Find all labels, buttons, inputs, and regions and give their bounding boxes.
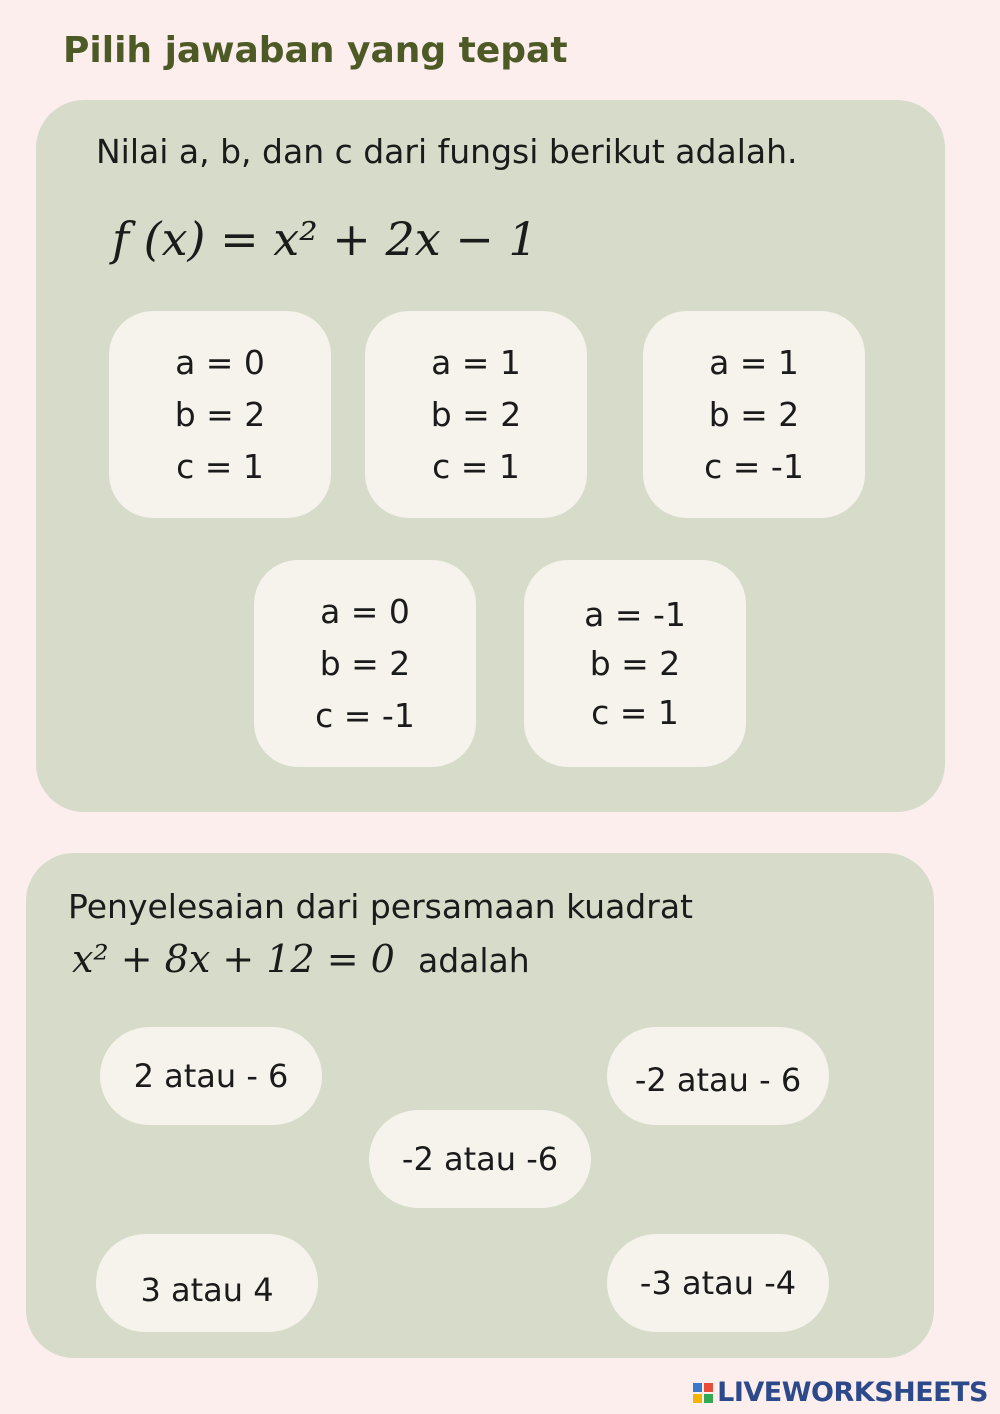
option-c-value: c = -1 — [315, 695, 415, 735]
option-b-value: b = 2 — [174, 394, 266, 434]
option-a-value: a = 0 — [320, 591, 410, 631]
question-2-suffix: adalah — [418, 941, 530, 980]
option-a-value: a = -1 — [584, 595, 686, 634]
question-1-text: Nilai a, b, dan c dari fungsi berikut adalah. — [96, 132, 798, 171]
option-b-value: b = 2 — [708, 394, 800, 434]
question-2-text: Penyelesaian dari persamaan kuadrat — [68, 887, 693, 926]
answer-option-5[interactable] — [524, 560, 746, 767]
option-c-value: c = 1 — [176, 446, 264, 486]
option-a-value: a = 1 — [431, 342, 521, 382]
page-title: Pilih jawaban yang tepat — [63, 30, 568, 71]
answer-option-3[interactable] — [643, 311, 865, 518]
question-1-formula: f (x) = x² + 2x − 1 — [112, 212, 538, 266]
option-c-value: c = -1 — [704, 446, 804, 486]
liveworksheets-logo-icon — [692, 1382, 714, 1404]
option-a-value: a = 0 — [175, 342, 265, 382]
answer-option-2[interactable]: -2 atau - 6 — [607, 1027, 829, 1125]
option-a-value: a = 1 — [709, 342, 799, 382]
answer-option-1[interactable]: 2 atau - 6 — [100, 1027, 322, 1125]
option-b-value: b = 2 — [319, 643, 411, 683]
answer-option-5[interactable]: -3 atau -4 — [607, 1234, 829, 1332]
question-2-formula: x² + 8x + 12 = 0 — [72, 937, 395, 981]
answer-option-2[interactable] — [365, 311, 587, 518]
option-c-value: c = 1 — [591, 693, 679, 732]
option-b-value: b = 2 — [430, 394, 522, 434]
option-b-value: b = 2 — [589, 644, 681, 683]
answer-option-4[interactable]: 3 atau 4 — [96, 1234, 318, 1332]
option-c-value: c = 1 — [432, 446, 520, 486]
brand-name: LIVEWORKSHEETS — [717, 1377, 988, 1408]
answer-option-1[interactable] — [109, 311, 331, 518]
answer-option-4[interactable] — [254, 560, 476, 767]
liveworksheets-logo — [692, 1377, 988, 1408]
answer-option-3[interactable]: -2 atau -6 — [369, 1110, 591, 1208]
